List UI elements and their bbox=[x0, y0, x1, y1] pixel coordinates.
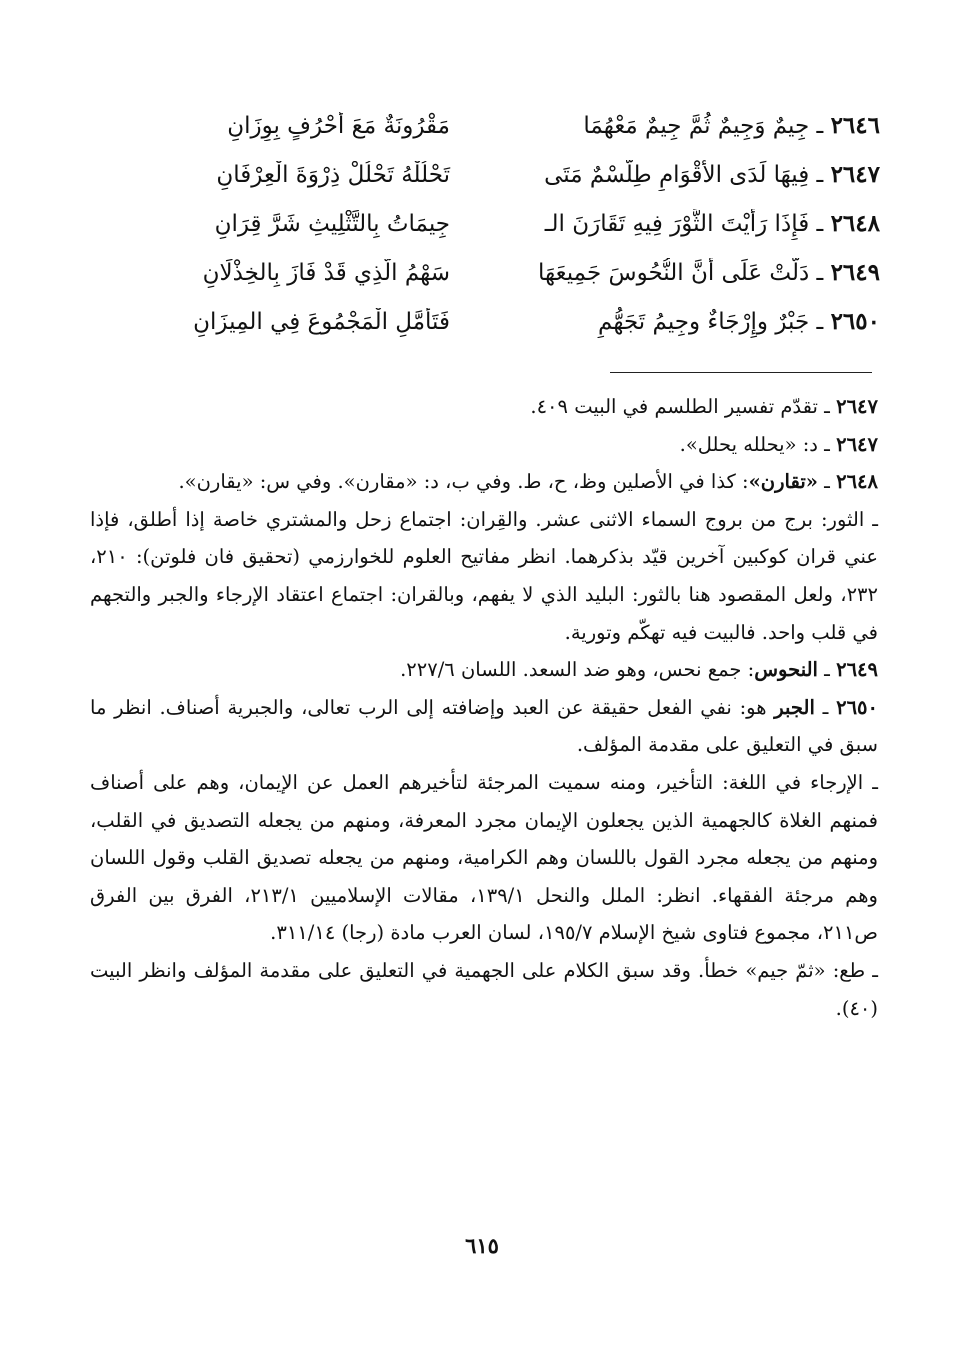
verse-line bbox=[80, 151, 880, 200]
verse-first-text: فَإِذَا رَأَيْتَ الثَّوْرَ فِيهِ تَقَارَنَ الـ bbox=[544, 211, 810, 238]
footnote-keyword: النحوس bbox=[754, 658, 818, 682]
verse-first-text: جِيمٌ وَجِيمٌ ثُمَّ جِيمٌ مَعْهُمَا bbox=[583, 113, 810, 140]
footnote-text: تقدّم تفسير الطلسم في البيت ٤٠٩. bbox=[530, 395, 818, 418]
verse-first-hemistich: ٢٦٤٦ ـ جِيمٌ وَجِيمٌ ثُمَّ جِيمٌ مَعْهُمَا bbox=[583, 112, 880, 140]
verse-second-hemistich: مَقْرُونَةٌ مَعَ أَحْرُفٍ بِوِزَانِ bbox=[227, 112, 450, 139]
verse-second-hemistich: فَتَأَمَّلِ الْمَجْمُوعَ فِي المِيزَانِ bbox=[193, 308, 450, 335]
verse-number: ٢٦٤٩ bbox=[830, 259, 880, 287]
footnote: ٢٦٤٩ ـ النحوس: جمع نحس، وهو ضد السعد. اللسان ٢٢٧/٦. bbox=[400, 658, 878, 682]
footnote-continuation bbox=[90, 952, 878, 1027]
footnotes bbox=[90, 388, 878, 1027]
footnote-continuation bbox=[90, 764, 878, 952]
footnote-text: ـ الثور: برج من بروج السماء الاثنى عشر. والقِران: اجتماع زحل والمشتري خاصة إذا أطلق، فإذا عني قران كوكبين آخرين قيّد بذكرهما. انظر مفاتيح العلوم للخوارزمي (تحقيق فان فلوتن): ٢١٠، ٢٣٢، ولعل المقصود هنا بالثور: البليد الذي لا يفهم، وبالقران: اجتماع اعتقاد الإرجاء والجبر والتجهم في قلب واحد. فالبيت فيه تهكّم وتورية. bbox=[90, 507, 878, 644]
page-number: ٦١٥ bbox=[465, 1233, 499, 1258]
footnote: ٢٦٥٠ ـ الجبر هو: نفي الفعل حقيقة عن العبد وإضافته إلى الرب تعالى، والجبرية أصناف. انظر ما سبق في التعليق على مقدمة المؤلف. bbox=[90, 695, 878, 757]
footnote-keyword: ـ طع bbox=[839, 958, 879, 982]
verse-line bbox=[80, 298, 880, 347]
verse-first-hemistich: ٢٦٤٨ ـ فَإِذَا رَأَيْتَ الثَّوْرَ فِيهِ تَقَارَنَ الـ bbox=[544, 210, 880, 238]
verse-first-hemistich: ٢٦٥٠ ـ جَبْرٌ وإِرْجَاءٌ وجِيمُ تَجَهُّمٍ bbox=[598, 308, 880, 336]
verse-line bbox=[80, 249, 880, 298]
footnote-text: : جمع نحس، وهو ضد السعد. اللسان ٢٢٧/٦. bbox=[400, 658, 755, 682]
footnote-number: ٢٦٤٨ bbox=[836, 470, 878, 494]
footnote-number: ٢٦٤٧ bbox=[836, 395, 878, 418]
footnote: ٢٦٤٨ ـ «تقارن»: كذا في الأصلين وظ، ح، ط. وفي ب، د: «مقارن». وفي س: «يقارن». bbox=[178, 470, 878, 494]
footnote: ٢٦٤٧ ـ د: «يحلله يحلل». bbox=[679, 432, 878, 456]
footnote-text: : كذا في الأصلين وظ، ح، ط. وفي ب، د: «مقارن». وفي س: «يقارن». bbox=[178, 470, 749, 494]
footnote-text: د: «يحلله يحلل». bbox=[679, 432, 818, 456]
verse-second-hemistich: جِيمَاتُ بِالتَّثْلِيثِ شَرَّ قِرَانِ bbox=[214, 210, 450, 237]
verse-line bbox=[80, 102, 880, 151]
footnote-keyword: ـ الإرجاء bbox=[810, 770, 878, 794]
footnote-number: ٢٦٤٩ bbox=[836, 658, 878, 682]
footnote-continuation bbox=[90, 501, 878, 651]
footnote-keyword: الجبر bbox=[774, 695, 815, 719]
footnote-number: ٢٦٥٠ bbox=[836, 695, 878, 719]
verse-block bbox=[80, 102, 880, 347]
verse-first-hemistich: ٢٦٤٧ ـ فِيهَا لَدَى الأَقْوَامِ طِلَّسْمٌ مَتَى bbox=[544, 161, 880, 189]
footnote: ٢٦٤٧ ـ تقدّم تفسير الطلسم في البيت ٤٠٩. bbox=[530, 395, 878, 418]
footnote-number: ٢٦٤٧ bbox=[836, 432, 878, 456]
verse-first-text: فِيهَا لَدَى الأَقْوَامِ طِلَّسْمٌ مَتَى bbox=[544, 162, 810, 189]
verse-second-hemistich: تَحْلُلْهُ تَحْلُلْ ذِرْوَةَ الْعِرْفَانِ bbox=[216, 161, 450, 188]
verse-number: ٢٦٤٧ bbox=[830, 161, 880, 189]
verse-first-hemistich: ٢٦٤٩ ـ دَلَّتْ عَلَى أَنَّ النُّحُوسَ جَمِيعَهَا bbox=[538, 259, 880, 287]
footnote-text: : «ثمّ جيم» خطأ. وقد سبق الكلام على الجهمية في التعليق على مقدمة المؤلف وانظر البيت (٤٠). bbox=[90, 958, 878, 1020]
verse-number: ٢٦٥٠ bbox=[830, 308, 880, 336]
footnote-text: هو: نفي الفعل حقيقة عن العبد وإضافته إلى الرب تعالى، والجبرية أصناف. انظر ما سبق في التعليق على مقدمة المؤلف. bbox=[90, 695, 878, 757]
footnote-text: في اللغة: التأخير، ومنه سميت المرجئة لتأخيرهم العمل عن الإيمان، وهم على أصناف فمنهم الغلاة كالجهمية الذين يجعلون الإيمان مجرد المعرفة، ومنهم من يجعله التصديق في القلب، ومنهم من يجعله مجرد القول باللسان وهم الكرامية، ومنهم من يجعله تصديق القلب وقول اللسان وهم مرجئة الفقهاء. انظر: الملل والنحل ١٣٩/١، مقالات الإسلاميين ٢١٣/١، الفرق بين الفرق ص٢١١، مجموع فتاوى شيخ الإسلام ١٩٥/٧، لسان العرب مادة (رجا) ٣١١/١٤. bbox=[90, 770, 878, 945]
footnote-separator bbox=[610, 372, 872, 373]
verse-first-text: جَبْرٌ وإِرْجَاءٌ وجِيمُ تَجَهُّمٍ bbox=[598, 309, 810, 336]
verse-first-text: دَلَّتْ عَلَى أَنَّ النُّحُوسَ جَمِيعَهَا bbox=[538, 260, 810, 287]
verse-line bbox=[80, 200, 880, 249]
verse-second-hemistich: سَهْمُ الَّذِي قَدْ فَازَ بِالخِذْلَانِ bbox=[202, 259, 450, 286]
footnote-keyword: «تقارن» bbox=[748, 470, 818, 494]
verse-number: ٢٦٤٦ bbox=[830, 112, 880, 140]
verse-number: ٢٦٤٨ bbox=[830, 210, 880, 238]
